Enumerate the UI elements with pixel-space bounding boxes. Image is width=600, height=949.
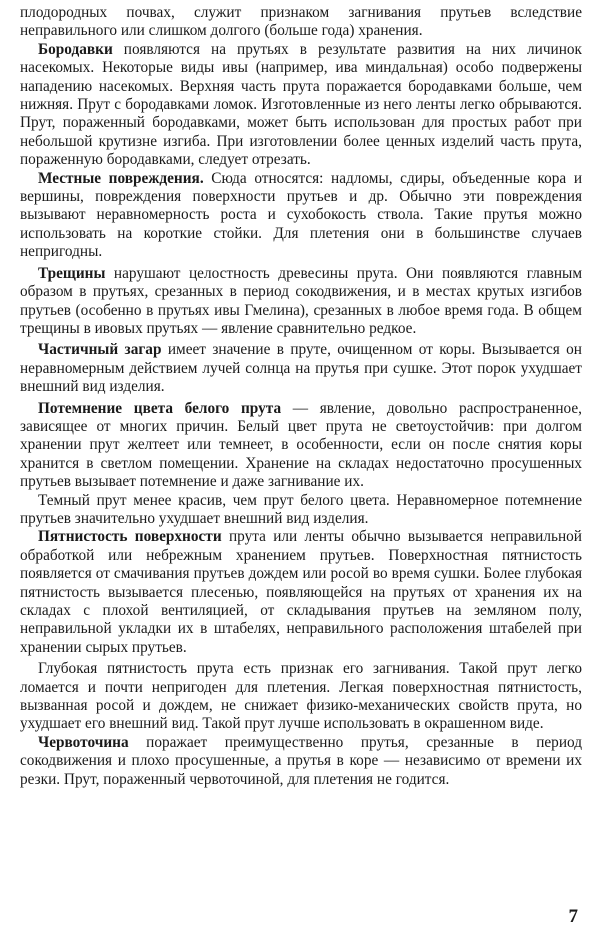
paragraph-text: Темный прут менее красив, чем прут белого цвета. Неравномерное потемнение прутьев значительно ухудшает внешний вид изделия. — [20, 491, 582, 527]
term-heading: Потемнение цвета белого прута — [38, 399, 282, 417]
paragraph-text: — явление, довольно распространенное, зависящее от многих причин. Белый цвет прута не светоустойчив: при долгом хранении прут желтеет или темнеет, в особенности, если он после снятия коры хранится в светлом помещении. Хранение на складах недостаточно просушенных прутьев вызывает потемнение и даже загнивание их. — [20, 399, 582, 491]
term-heading: Местные повреждения. — [38, 169, 204, 187]
paragraph-continuation — [20, 4, 582, 41]
paragraph-text: Сюда относятся: надломы, сдиры, объеденные кора и вершины, повреждения поверхности прутьев и др. Обычно эти повреждения вызывают неравномерность роста и сухобокость ствола. Такие прутья можно использовать на короткие стойки. Для плетения они в большинстве случаев непригодны. — [20, 169, 583, 261]
paragraph-darkening — [20, 400, 582, 492]
paragraph-dark-rod — [20, 492, 582, 529]
term-heading: Бородавки — [38, 40, 113, 58]
paragraph-text: нарушают целостность древесины прута. Они появляются главным образом в прутьях, срезанных в период сокодвижения, и в местах крутых изгибов прутьев (особенно в прутьях ивы Гмелина), срезанных в любое время года. В общем трещины в ивовых прутьях — явление сравнительно редкое. — [20, 264, 582, 337]
paragraph-partial-tan — [20, 341, 582, 396]
page-number: 7 — [568, 906, 578, 927]
paragraph-spotting — [20, 528, 582, 657]
paragraph-text: появляются на прутьях в результате развития на них личинок насекомых. Некоторые виды ивы (например, ива миндальная) особо подвержены нападению насекомых. Верхняя часть прута поражается бородавками больше, чем нижняя. Прут с бородавками ломок. Изготовленные из него ленты легко обрываются. Прут, пораженный бородавками, может быть использован для простых работ при небольшой крутизне изгиба. При изготовлении более ценных изделий часть прута, пораженную бородавками, следует отрезать. — [20, 40, 582, 169]
paragraph-deep-spotting — [20, 660, 582, 734]
term-heading: Частичный загар — [38, 341, 162, 359]
paragraph-text: плодородных почвах, служит признаком загнивания прутьев вследствие неправильного или слишком долгого (больше года) хранения. — [20, 4, 582, 40]
paragraph-local-damage — [20, 170, 582, 262]
term-heading: Пятнистость поверхности — [38, 528, 222, 546]
term-heading: Червоточина — [38, 733, 129, 751]
paragraph-warts — [20, 41, 582, 170]
paragraph-text: поражает преимущественно прутья, срезанные в период сокодвижения и плохо просушенные, а прутья в коре — независимо от времени их резки. Прут, пораженный червоточиной, для плетения не годится. — [20, 733, 582, 788]
paragraph-cracks — [20, 265, 582, 339]
paragraph-text: прута или ленты обычно вызывается неправильной обработкой или небрежным хранением прутьев. Поверхностная пятнистость появляется от смачивания прутьев дождем или росой во время сушки. Более глубокая пятнистость вызывается плесенью, появляющейся на прутьях от хранения их на складах с плохой вентиляцией, от складывания прутьев на земляном полу, неправильной укладки их в штабелях, неправильного расположения штабелей при хранении сырых прутьев. — [20, 528, 582, 656]
paragraph-text: Глубокая пятнистость прута есть признак его загнивания. Такой прут легко ломается и почти непригоден для плетения. Легкая поверхностная пятнистость, вызванная росой и дождем, не снижает физико-механических свойств прута, но ухудшает его внешний вид. Такой прут лучше использовать в окрашенном виде. — [20, 660, 582, 733]
paragraph-text: имеет значение в пруте, очищенном от коры. Вызывается он неравномерным действием лучей солнца на прутья при сушке. Этот порок ухудшает внешний вид изделия. — [20, 341, 582, 396]
term-heading: Трещины — [38, 264, 106, 282]
page-body — [20, 4, 582, 789]
paragraph-wormhole — [20, 734, 582, 789]
